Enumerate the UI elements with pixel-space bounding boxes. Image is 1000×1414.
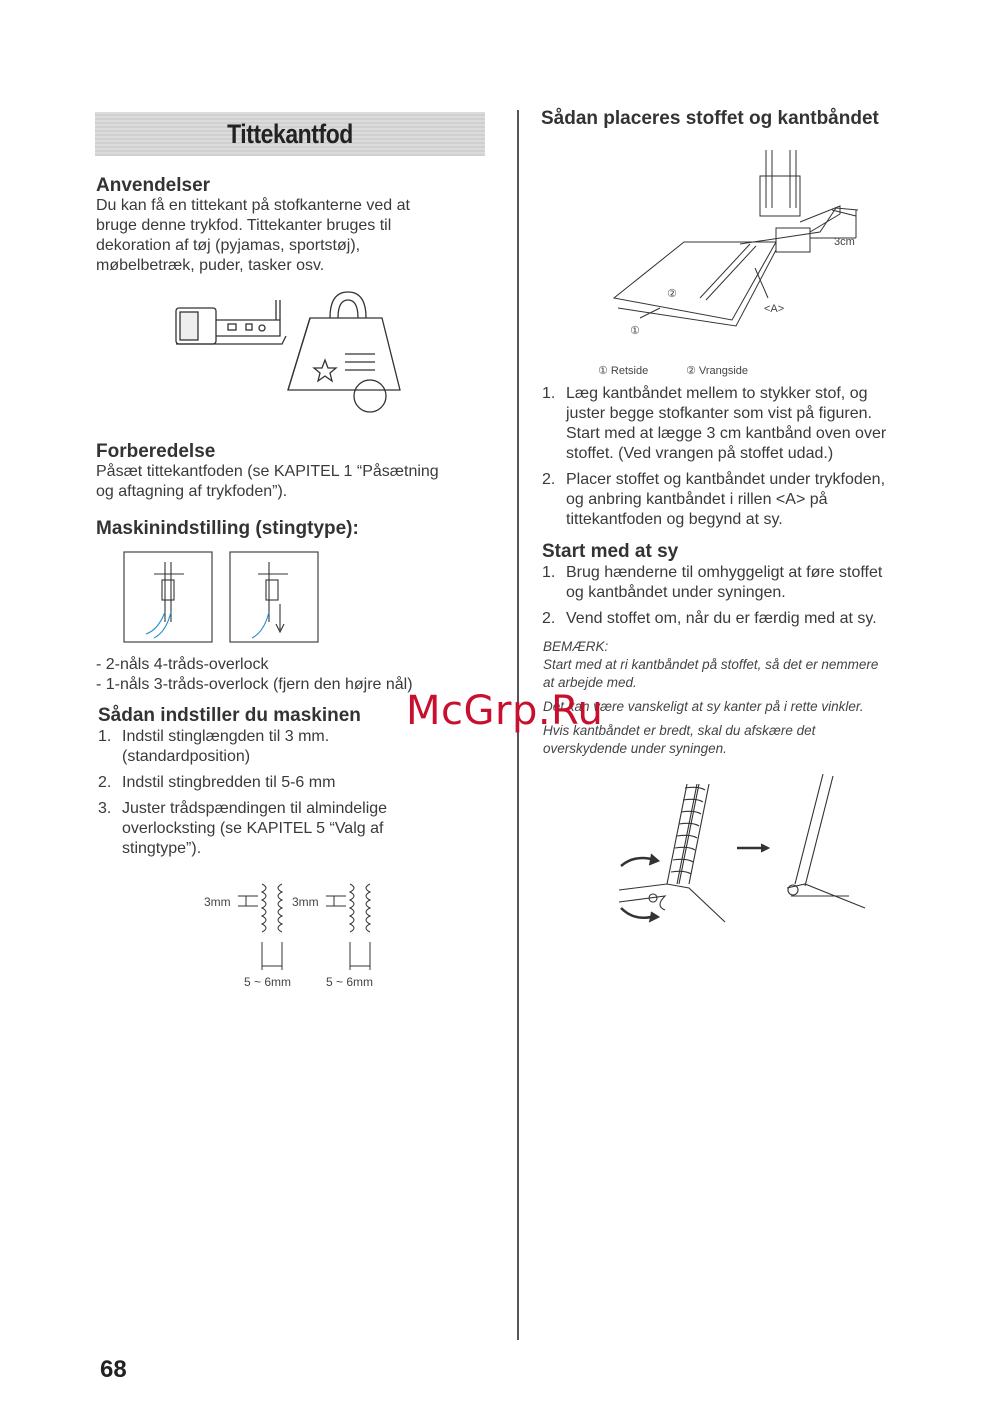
machine-heading: Maskinindstilling (stingtype): bbox=[96, 518, 359, 539]
step-line: stingtype”). bbox=[122, 840, 202, 857]
fabric-placement-illustration bbox=[600, 148, 870, 348]
step-line: stoffet. (Ved vrangen på stoffet udad.) bbox=[566, 445, 834, 462]
prep-text bbox=[96, 462, 506, 502]
step-line: (standardposition) bbox=[122, 748, 251, 765]
step-number: 2. bbox=[542, 471, 556, 488]
step-line: og kantbåndet under syningen. bbox=[566, 584, 786, 601]
stitch-option: - 2-nåls 4-tråds-overlock bbox=[96, 656, 269, 673]
groove-label: <A> bbox=[764, 303, 785, 315]
uses-line: møbelbetræk, puder, tasker osv. bbox=[96, 257, 325, 274]
step-number: 1. bbox=[98, 728, 112, 745]
step-line: Start med at lægge 3 cm kantbånd oven over bbox=[566, 425, 887, 442]
step-line: Brug hænderne til omhyggeligt at føre stoffet bbox=[566, 564, 883, 581]
uses-heading: Anvendelser bbox=[96, 175, 211, 196]
note-line: Det kan være vanskeligt at sy kanter på i rette vinkler. bbox=[543, 699, 864, 714]
dimension-label: 3cm bbox=[834, 236, 855, 248]
step-line: Indstil stingbredden til 5-6 mm bbox=[122, 774, 336, 791]
start-steps bbox=[542, 563, 962, 635]
uses-line: Du kan få en tittekant på stofkanterne ved at bbox=[96, 197, 410, 214]
length-label: 3mm bbox=[292, 895, 319, 909]
step-line: Vend stoffet om, når du er færdig med at sy. bbox=[566, 610, 877, 627]
legend-right-side: ① Retside bbox=[598, 365, 649, 377]
step-number: 2. bbox=[98, 774, 112, 791]
stitch-sample-1 bbox=[238, 884, 282, 970]
prep-line: Påsæt tittekantfoden (se KAPITEL 1 “Påsætning bbox=[96, 463, 439, 480]
setup-step bbox=[98, 799, 498, 859]
step-line: Placer stoffet og kantbåndet under trykfoden, bbox=[566, 471, 886, 488]
page-number: 68 bbox=[100, 1356, 127, 1383]
stitch-option: - 1-nåls 3-tråds-overlock (fjern den højre nål) bbox=[96, 676, 413, 693]
step-line: juster begge stofkanter som vist på figuren. bbox=[566, 405, 872, 422]
note-line: overskydende under syningen. bbox=[543, 741, 727, 756]
step-number: 1. bbox=[542, 385, 556, 402]
step-number: 1. bbox=[542, 564, 556, 581]
two-needle-box bbox=[124, 552, 212, 642]
step-line: Læg kantbåndet mellem to stykker stof, og bbox=[566, 385, 868, 402]
step-number: 3. bbox=[98, 800, 112, 817]
marker-one: ① bbox=[630, 325, 640, 337]
presser-foot-icon bbox=[176, 300, 286, 344]
note-line: at arbejde med. bbox=[543, 675, 637, 690]
step-line: tittekantfoden og begynd at sy. bbox=[566, 511, 783, 528]
step-line: overlocksting (se KAPITEL 5 “Valg af bbox=[122, 820, 384, 837]
step-line: Indstil stinglængden til 3 mm. bbox=[122, 728, 330, 745]
stitch-sample-2 bbox=[326, 884, 370, 970]
width-label: 5 ~ 6mm bbox=[244, 975, 292, 989]
marker-two: ② bbox=[667, 288, 677, 300]
piping-stitch-icon bbox=[667, 784, 709, 884]
piping-turn-illustration bbox=[605, 772, 875, 922]
needle-setting-illustration bbox=[124, 552, 324, 646]
setup-step bbox=[98, 773, 498, 793]
note-line: Hvis kantbåndet er bredt, skal du afskære det bbox=[543, 723, 816, 738]
one-needle-box bbox=[230, 552, 318, 642]
note-line: Start med at ri kantbåndet på stoffet, så det er nemmere bbox=[543, 657, 879, 672]
start-heading: Start med at sy bbox=[542, 541, 679, 562]
setup-heading: Sådan indstiller du maskinen bbox=[98, 705, 361, 726]
start-step bbox=[542, 609, 962, 629]
placement-steps bbox=[542, 384, 962, 536]
bag-icon bbox=[288, 292, 400, 412]
placement-step bbox=[542, 384, 962, 464]
start-step bbox=[542, 563, 962, 603]
uses-line: bruge denne trykfod. Tittekanter bruges til bbox=[96, 217, 392, 234]
note-block bbox=[543, 638, 963, 758]
width-label: 5 ~ 6mm bbox=[326, 975, 374, 989]
watermark: McGrp.Ru bbox=[406, 688, 604, 734]
title-band bbox=[95, 112, 485, 156]
step-number: 2. bbox=[542, 610, 556, 627]
prep-heading: Forberedelse bbox=[96, 441, 216, 462]
step-line: Juster trådspændingen til almindelige bbox=[122, 800, 388, 817]
page-title: Tittekantfod bbox=[227, 119, 353, 149]
legend-wrong-side: ② Vrangside bbox=[686, 365, 749, 377]
uses-line: dekoration af tøj (pyjamas, sportstøj), bbox=[96, 237, 361, 254]
note-label: BEMÆRK: bbox=[543, 639, 609, 654]
uses-text bbox=[96, 196, 506, 276]
foot-and-bag-illustration bbox=[170, 290, 410, 420]
step-line: og anbring kantbåndet i rillen <A> på bbox=[566, 491, 828, 508]
placement-heading: Sådan placeres stoffet og kantbåndet bbox=[541, 108, 879, 129]
prep-line: og aftagning af trykfoden”). bbox=[96, 483, 288, 500]
length-label: 3mm bbox=[204, 895, 231, 909]
setup-steps bbox=[98, 727, 498, 865]
placement-step bbox=[542, 470, 962, 530]
